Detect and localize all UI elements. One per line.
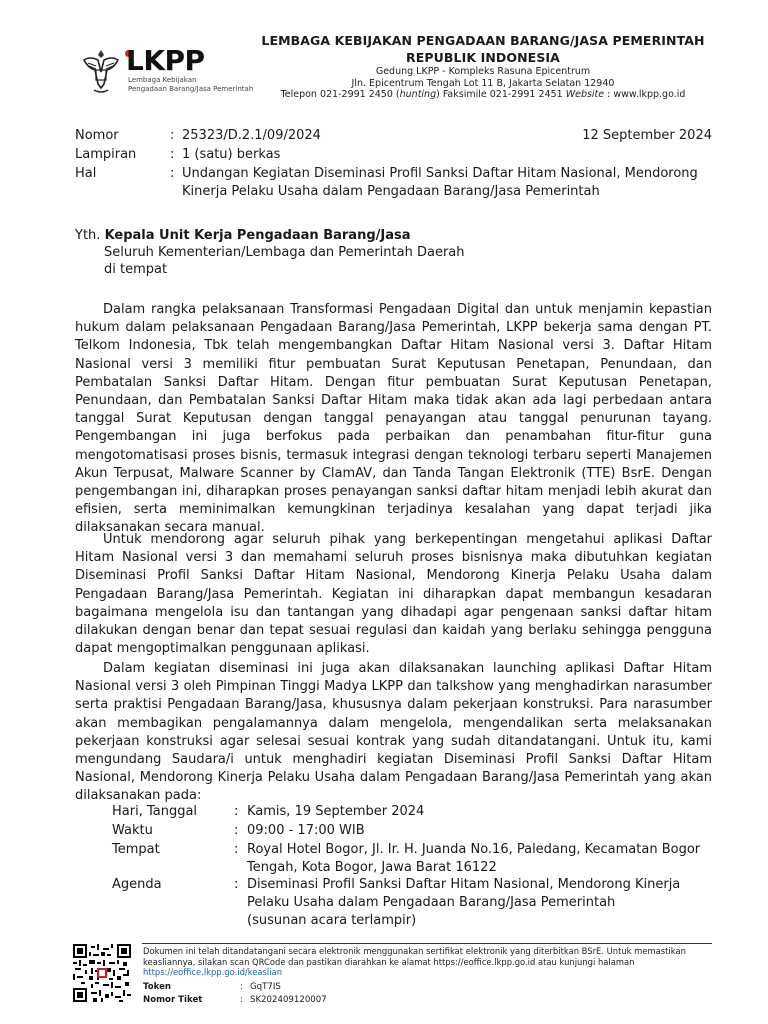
hari-value: Kamis, 19 September 2024 (247, 804, 425, 819)
agenda-line-3: (susunan acara terlampir) (247, 913, 417, 928)
website-label: Website (565, 89, 605, 100)
letter-date: 12 September 2024 (582, 128, 712, 143)
agenda-line-1: Diseminasi Profil Sanksi Daftar Hitam Nasional, Mendorong Kinerja (247, 877, 681, 892)
hal-colon: : (170, 166, 175, 181)
token-label: Token (143, 982, 172, 992)
garuda-emblem-icon (80, 46, 122, 96)
tempat-label: Tempat (112, 842, 160, 857)
hal-label: Hal (75, 166, 97, 181)
lampiran-value: 1 (satu) berkas (182, 147, 281, 162)
token-colon: : (240, 982, 243, 992)
hal-line-1: Undangan Kegiatan Diseminasi Profil Sanksi Daftar Hitam Nasional, Mendorong (182, 166, 698, 181)
recipient-title: Kepala Unit Kerja Pengadaan Barang/Jasa (104, 228, 411, 243)
tempat-line-1: Royal Hotel Bogor, Jl. Ir. H. Juanda No.16, Paledang, Kecamatan Bogor (247, 842, 701, 857)
phone-text: Telepon 021-2991 2450 ( (280, 89, 400, 100)
lampiran-label: Lampiran (75, 147, 137, 162)
lkpp-logo (80, 46, 260, 98)
website-url: : www.lkpp.go.id (604, 89, 686, 100)
recipient-line-2: Seluruh Kementerian/Lembaga dan Pemerintah Daerah (104, 245, 465, 260)
paragraph-2: Untuk mendorong agar seluruh pihak yang berkepentingan mengetahui aplikasi Daftar Hitam Nasional versi 3 dan memahami seluruh proses bisnisnya maka dibutuhkan kegiatan Diseminasi Profil Sanksi Daftar Hitam Nasional, Mendorong Kinerja Pelaku Usaha dalam Pengadaan Barang/Jasa Pemerintah. Kegiatan ini diharapkan dapat membangun kesadaran bagaimana mengelola isu dan tantangan yang dihadapi agar pengenaan sanksi daftar hitam dilakukan dengan benar dan tepat sesuai regulasi dan kaidah yang berlaku sehingga pengguna dapat mengoptimalkan penggunaan aplikasi. (75, 532, 712, 657)
agenda-colon: : (234, 877, 239, 892)
tiket-value: SK202409120007 (250, 995, 327, 1005)
tempat-line-2: Tengah, Kota Bogor, Jawa Barat 16122 (247, 860, 497, 875)
nomor-colon: : (170, 128, 175, 143)
footer-divider (142, 943, 712, 944)
hal-value (182, 165, 722, 201)
qr-code-icon[interactable] (73, 944, 131, 1002)
paragraph-3: Dalam kegiatan diseminasi ini juga akan dilaksanakan launching aplikasi Daftar Hitam Nasional versi 3 oleh Pimpinan Tinggi Madya LKPP dan talkshow yang menghadirkan narasumber serta praktisi Pengadaan Barang/Jasa, khususnya dalam pekerjaan konstruksi. Para narasumber akan membagikan pengalamannya dalam mengelola, mengendalikan serta melaksanakan pekerjaan konstruksi agar selesai sesuai kontrak yang sudah ditandatangani. Untuk itu, kami mengundang Saudara/i untuk menghadiri kegiatan Diseminasi Profil Sanksi Daftar Hitam Nasional, Mendorong Kinerja Pelaku Usaha dalam Pengadaan Barang/Jasa Pemerintah yang akan dilaksanakan pada: (75, 661, 712, 804)
tiket-colon: : (240, 995, 243, 1005)
org-name-line-2: REPUBLIK INDONESIA (406, 50, 560, 65)
paragraph-1: Dalam rangka pelaksanaan Transformasi Pengadaan Digital dan untuk menjamin kepastian hukum dalam pelaksanaan Pengadaan Barang/Jasa Pemerintah, LKPP bekerja sama dengan PT. Telkom Indonesia, Tbk telah mengembangkan Daftar Hitam Nasional versi 3. Daftar Hitam Nasional versi 3 memiliki fitur pembuatan Surat Keputusan Penetapan, Penundaan, dan Pembatalan Sanksi Daftar Hitam. Dengan fitur pembuatan Surat Keputusan Penetapan, Penundaan, dan Pembatalan Sanksi Daftar Hitam maka tidak akan ada lagi perbedaan antara tanggal Surat Keputusan dengan tanggal penayangan atau tanggal penurunan tayang. Pengembangan ini juga berfokus pada perbaikan dan penambahan fitur-fitur guna mengotomatisasi proses bisnis, termasuk integrasi dengan teknologi terbaru seperti Manajemen Akun Terpusat, Malware Scanner by ClamAV, dan Tanda Tangan Elektronik (TTE) BsrE. Dengan pengembangan ini, diharapkan proses penayangan sanksi daftar hitam menjadi lebih akurat dan efisien, serta meminimalkan kemungkinan terjadinya kesalahan yang dapat terjadi jika dilaksanakan secara manual. (75, 302, 712, 536)
notice-text: Dokumen ini telah ditandatangani secara elektronik menggunakan sertifikat elektronik yang diterbitkan BSrE. Untuk memastikan keasliannya, silakan scan QRCode dan pastikan diarahkan ke alamat https://eoffice.lkpp.go.id atau kunjungi halaman (143, 946, 686, 967)
hari-colon: : (234, 804, 239, 819)
address-line-2: Jln. Epicentrum Tengah Lot 11 B, Jakarta Selatan 12940 (351, 77, 615, 89)
recipient-line-3: di tempat (104, 262, 168, 277)
waktu-value: 09:00 - 17:00 WIB (247, 823, 365, 838)
hal-line-2: Kinerja Pelaku Usaha dalam Pengadaan Barang/Jasa Pemerintah (182, 184, 600, 199)
yth-label: Yth. (75, 228, 101, 243)
tempat-colon: : (234, 842, 239, 857)
hunting-text: hunting (399, 89, 437, 100)
org-name-line-1: LEMBAGA KEBIJAKAN PENGADAAN BARANG/JASA PEMERINTAH (261, 33, 705, 48)
letterhead (258, 32, 708, 101)
address-line-1: Gedung LKPP - Kompleks Rasuna Epicentrum (375, 66, 591, 77)
waktu-label: Waktu (112, 823, 153, 838)
e-signature-notice (143, 946, 713, 978)
lampiran-colon: : (170, 147, 175, 162)
logo-wordmark: LKPP (126, 44, 205, 77)
agenda-value (247, 876, 712, 930)
logo-subtitle (128, 76, 253, 94)
token-value: GqT7IS (250, 982, 281, 992)
logo-subtitle-line-2: Pengadaan Barang/Jasa Pemerintah (128, 85, 254, 93)
fax-text: ) Faksimile 021-2991 2451 (436, 89, 566, 100)
logo-subtitle-line-1: Lembaga Kebijakan (128, 76, 197, 84)
verification-link[interactable]: https://eoffice.lkpp.go.id/keaslian (143, 967, 282, 977)
nomor-value: 25323/D.2.1/09/2024 (182, 128, 321, 143)
hari-label: Hari, Tanggal (112, 804, 198, 819)
nomor-label: Nomor (75, 128, 119, 143)
tiket-label: Nomor Tiket (143, 995, 203, 1005)
agenda-label: Agenda (112, 877, 162, 892)
tempat-value (247, 841, 712, 877)
address-line-3 (258, 89, 708, 101)
agenda-line-2: Pelaku Usaha dalam Pengadaan Barang/Jasa Pemerintah (247, 895, 616, 910)
waktu-colon: : (234, 823, 239, 838)
